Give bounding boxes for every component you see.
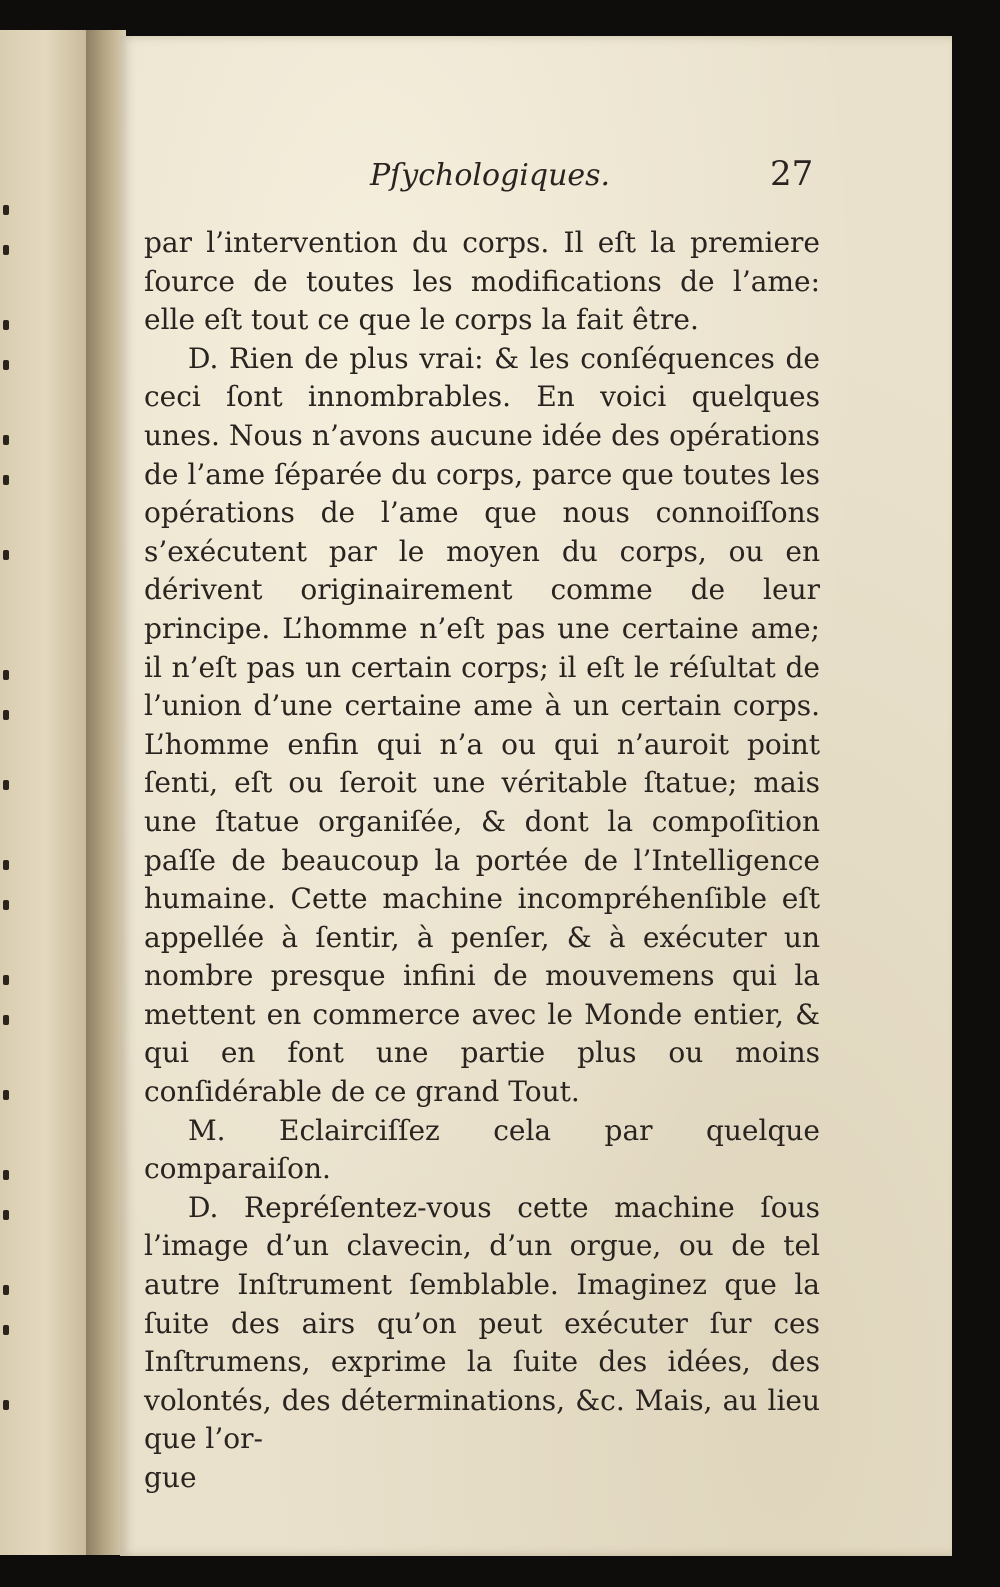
facing-page-ink-marks (0, 30, 14, 1555)
paragraph: D. Rien de plus vrai: & les conſéquences de ceci ſont innombrables. En voici quelques unes. Nous n’avons aucune idée des opérations de l’ame ſéparée du corps, parce que toutes les opérations de l’ame que nous connoiſſons s’exécutent par le moyen du corps, ou en dérivent originairement comme de leur principe. L’homme n’eſt pas une certaine ame; il n’eſt pas un certain corps; il eſt le réſultat de l’union d’une certaine ame à un certain corps. L’homme enfin qui n’a ou qui n’auroit point ſenti, eſt ou ſeroit une véritable ſtatue; mais une ſtatue organiſée, & dont la compoſition paſſe de beaucoup la portée de l’Intelligence humaine. Cette machine incompréhenſible eſt appellée à ſentir, à penſer, & à exécuter un nombre presque infini de mouvemens qui la mettent en commerce avec le Monde entier, & qui en font une partie plus ou moins conſidérable de ce grand Tout. (144, 341, 820, 1109)
paragraph-continuation: par l’intervention du corps. Il eſt la premiere ſource de toutes les modifications de l’ame: elle eſt tout ce que le corps la fait être. (144, 226, 820, 337)
body-text (144, 224, 820, 1498)
facing-page-edge (0, 30, 100, 1555)
catchword: gue (144, 1461, 197, 1494)
paragraph: M. Eclairciſſez cela par quelque comparaiſon. (144, 1113, 820, 1186)
page-number: 27 (770, 154, 814, 194)
running-title: Pſychologiques. (370, 158, 611, 193)
page-header (120, 154, 952, 208)
paragraph: D. Repréſentez-vous cette machine ſous l’image d’un clavecin, d’un orgue, ou de tel autre Inſtrument ſemblable. Imaginez que la ſuite des airs qu’on peut exécuter ſur ces Inſtrumens, exprime la ſuite des idées, des volontés, des déterminations, &c. Mais, au lieu que l’or- (144, 1190, 820, 1456)
book-page (120, 36, 952, 1556)
